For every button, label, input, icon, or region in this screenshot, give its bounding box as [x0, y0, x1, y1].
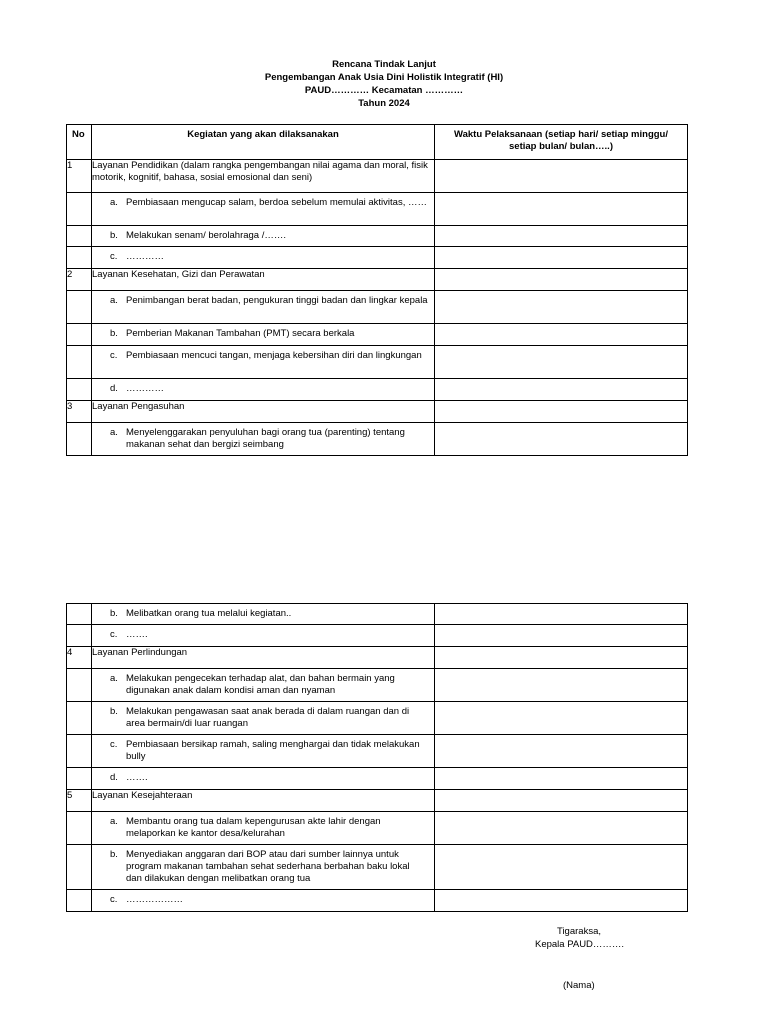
- activity-item: [110, 849, 428, 885]
- time-cell[interactable]: [435, 647, 688, 669]
- activity-row: [67, 346, 688, 379]
- row-number-cell: [67, 247, 92, 269]
- activity-row: [67, 324, 688, 346]
- section-row: [67, 401, 688, 423]
- row-number-cell: 4: [67, 647, 92, 669]
- activity-item: [110, 816, 428, 840]
- document-header: [0, 58, 768, 110]
- activity-item: [110, 629, 428, 641]
- section-title-cell: Layanan Pengasuhan: [92, 401, 435, 423]
- activity-item: [110, 706, 428, 730]
- time-cell[interactable]: [435, 845, 688, 890]
- signature-name: (Nama): [563, 980, 595, 991]
- activity-item-label: b.: [110, 328, 118, 339]
- activity-item-text: Pembiasaan bersikap ramah, saling menghargai dan tidak melakukan bully: [126, 739, 420, 762]
- section-row: [67, 269, 688, 291]
- section-title-cell: Layanan Pendidikan (dalam rangka pengembangan nilai agama dan moral, fisik motorik, kognitif, bahasa, sosial emosional dan seni): [92, 160, 435, 193]
- activity-item: [110, 427, 428, 451]
- activity-cell: [92, 735, 435, 768]
- row-number-cell: [67, 812, 92, 845]
- row-number-cell: 5: [67, 790, 92, 812]
- activity-item-label: c.: [110, 739, 118, 750]
- signature-place: Tigaraksa,: [557, 926, 601, 937]
- activity-cell: [92, 247, 435, 269]
- table-header-row: [67, 125, 688, 160]
- activity-item-text: Pemberian Makanan Tambahan (PMT) secara berkala: [126, 328, 355, 339]
- activity-item-label: d.: [110, 383, 118, 394]
- activity-item: [110, 383, 428, 395]
- activity-row: [67, 291, 688, 324]
- table-body-1: [67, 160, 688, 456]
- activity-item-label: c.: [110, 894, 118, 905]
- row-number-cell: [67, 226, 92, 247]
- plan-table-page-part-2: [66, 603, 688, 912]
- time-cell[interactable]: [435, 625, 688, 647]
- section-title-cell: Layanan Perlindungan: [92, 647, 435, 669]
- time-cell[interactable]: [435, 269, 688, 291]
- activity-item-text: …….: [126, 629, 148, 640]
- activity-item-text: ………………: [126, 894, 183, 905]
- activity-item: [110, 673, 428, 697]
- time-cell[interactable]: [435, 247, 688, 269]
- activity-item: [110, 350, 428, 362]
- activity-item-text: Melakukan pengawasan saat anak berada di dalam ruangan dan di area bermain/di luar ruangan: [126, 706, 410, 729]
- activity-item-text: Melibatkan orang tua melalui kegiatan..: [126, 608, 292, 619]
- activity-item-text: Penimbangan berat badan, pengukuran tinggi badan dan lingkar kepala: [126, 295, 428, 306]
- activity-row: [67, 226, 688, 247]
- time-cell[interactable]: [435, 193, 688, 226]
- activity-item-label: a.: [110, 295, 118, 306]
- activity-item-label: c.: [110, 251, 118, 262]
- section-title-cell: Layanan Kesehatan, Gizi dan Perawatan: [92, 269, 435, 291]
- row-number-cell: [67, 346, 92, 379]
- activity-item-label: b.: [110, 230, 118, 241]
- activity-cell: [92, 812, 435, 845]
- time-cell[interactable]: [435, 346, 688, 379]
- activity-row: [67, 768, 688, 790]
- activity-row: [67, 604, 688, 625]
- col-header-activity: Kegiatan yang akan dilaksanakan: [92, 125, 435, 160]
- doc-title: Rencana Tindak Lanjut: [332, 59, 436, 70]
- activity-cell: [92, 604, 435, 625]
- activity-item-text: Melakukan senam/ berolahraga /…….: [126, 230, 286, 241]
- doc-year: Tahun 2024: [358, 98, 410, 109]
- row-number-cell: [67, 768, 92, 790]
- section-row: [67, 790, 688, 812]
- activity-cell: [92, 346, 435, 379]
- activity-item: [110, 197, 428, 209]
- activity-item: [110, 739, 428, 763]
- time-cell[interactable]: [435, 669, 688, 702]
- time-cell[interactable]: [435, 790, 688, 812]
- activity-cell: [92, 324, 435, 346]
- row-number-cell: [67, 625, 92, 647]
- row-number-cell: [67, 669, 92, 702]
- time-cell[interactable]: [435, 890, 688, 912]
- time-cell[interactable]: [435, 423, 688, 456]
- activity-item-text: Melakukan pengecekan terhadap alat, dan bahan bermain yang digunakan anak dalam kondisi aman dan nyaman: [126, 673, 395, 696]
- time-cell[interactable]: [435, 291, 688, 324]
- activity-item-text: …………: [126, 383, 164, 394]
- activity-item-text: Pembiasaan mengucap salam, berdoa sebelum memulai aktivitas, ……: [126, 197, 427, 208]
- activity-row: [67, 379, 688, 401]
- col-header-time-line2: setiap bulan/ bulan…..): [509, 141, 613, 152]
- activity-item-label: a.: [110, 197, 118, 208]
- activity-item: [110, 251, 428, 263]
- activity-item-label: a.: [110, 816, 118, 827]
- activity-item-text: …………: [126, 251, 164, 262]
- activity-cell: [92, 768, 435, 790]
- row-number-cell: [67, 735, 92, 768]
- time-cell[interactable]: [435, 735, 688, 768]
- row-number-cell: [67, 702, 92, 735]
- activity-cell: [92, 226, 435, 247]
- activity-item-label: b.: [110, 706, 118, 717]
- activity-item-label: b.: [110, 849, 118, 860]
- activity-item: [110, 894, 428, 906]
- time-cell[interactable]: [435, 401, 688, 423]
- row-number-cell: [67, 324, 92, 346]
- activity-cell: [92, 291, 435, 324]
- activity-item: [110, 608, 428, 620]
- col-header-time-line1: Waktu Pelaksanaan (setiap hari/ setiap minggu/: [454, 129, 668, 140]
- activity-row: [67, 423, 688, 456]
- activity-row: [67, 193, 688, 226]
- row-number-cell: [67, 193, 92, 226]
- col-header-no: No: [67, 125, 92, 160]
- row-number-cell: [67, 604, 92, 625]
- time-cell[interactable]: [435, 768, 688, 790]
- time-cell[interactable]: [435, 379, 688, 401]
- table-body-2: [67, 604, 688, 912]
- activity-item-text: Menyelenggarakan penyuluhan bagi orang tua (parenting) tentang makanan sehat dan bergizi seimbang: [126, 427, 405, 450]
- row-number-cell: 3: [67, 401, 92, 423]
- activity-cell: [92, 845, 435, 890]
- activity-item-label: c.: [110, 350, 118, 361]
- row-number-cell: [67, 291, 92, 324]
- activity-row: [67, 812, 688, 845]
- activity-row: [67, 735, 688, 768]
- time-cell[interactable]: [435, 324, 688, 346]
- activity-item-text: Menyediakan anggaran dari BOP atau dari sumber lainnya untuk program makanan tambahan sehat sederhana berbahan baku lokal dan dilakukan dengan melibatkan orang tua: [126, 849, 410, 884]
- time-cell[interactable]: [435, 702, 688, 735]
- activity-cell: [92, 625, 435, 647]
- activity-item-text: Pembiasaan mencuci tangan, menjaga kebersihan diri dan lingkungan: [126, 350, 422, 361]
- activity-cell: [92, 423, 435, 456]
- activity-item: [110, 772, 428, 784]
- activity-item: [110, 295, 428, 307]
- row-number-cell: [67, 890, 92, 912]
- activity-item-label: b.: [110, 608, 118, 619]
- doc-paud-line: PAUD………… Kecamatan …………: [304, 85, 464, 96]
- activity-row: [67, 890, 688, 912]
- activity-cell: [92, 193, 435, 226]
- doc-subtitle: Pengembangan Anak Usia Dini Holistik Integratif (HI): [264, 72, 504, 83]
- activity-row: [67, 845, 688, 890]
- activity-cell: [92, 702, 435, 735]
- activity-item-label: a.: [110, 673, 118, 684]
- time-cell[interactable]: [435, 604, 688, 625]
- section-title-cell: Layanan Kesejahteraan: [92, 790, 435, 812]
- activity-item-text: …….: [126, 772, 148, 783]
- row-number-cell: 1: [67, 160, 92, 193]
- activity-cell: [92, 379, 435, 401]
- activity-cell: [92, 669, 435, 702]
- activity-item-label: a.: [110, 427, 118, 438]
- activity-item: [110, 230, 428, 242]
- time-cell[interactable]: [435, 812, 688, 845]
- activity-item: [110, 328, 428, 340]
- row-number-cell: [67, 845, 92, 890]
- row-number-cell: [67, 423, 92, 456]
- activity-row: [67, 669, 688, 702]
- activity-item-label: c.: [110, 629, 118, 640]
- activity-row: [67, 247, 688, 269]
- section-row: [67, 160, 688, 193]
- activity-item-text: Membantu orang tua dalam kepengurusan akte lahir dengan melaporkan ke kantor desa/kelurahan: [126, 816, 381, 839]
- activity-row: [67, 625, 688, 647]
- signature-position: Kepala PAUD……….: [535, 939, 625, 950]
- time-cell[interactable]: [435, 160, 688, 193]
- time-cell[interactable]: [435, 226, 688, 247]
- section-row: [67, 647, 688, 669]
- activity-cell: [92, 890, 435, 912]
- row-number-cell: 2: [67, 269, 92, 291]
- plan-table-page-part-1: [66, 124, 688, 456]
- col-header-time: [435, 125, 688, 160]
- activity-row: [67, 702, 688, 735]
- row-number-cell: [67, 379, 92, 401]
- activity-item-label: d.: [110, 772, 118, 783]
